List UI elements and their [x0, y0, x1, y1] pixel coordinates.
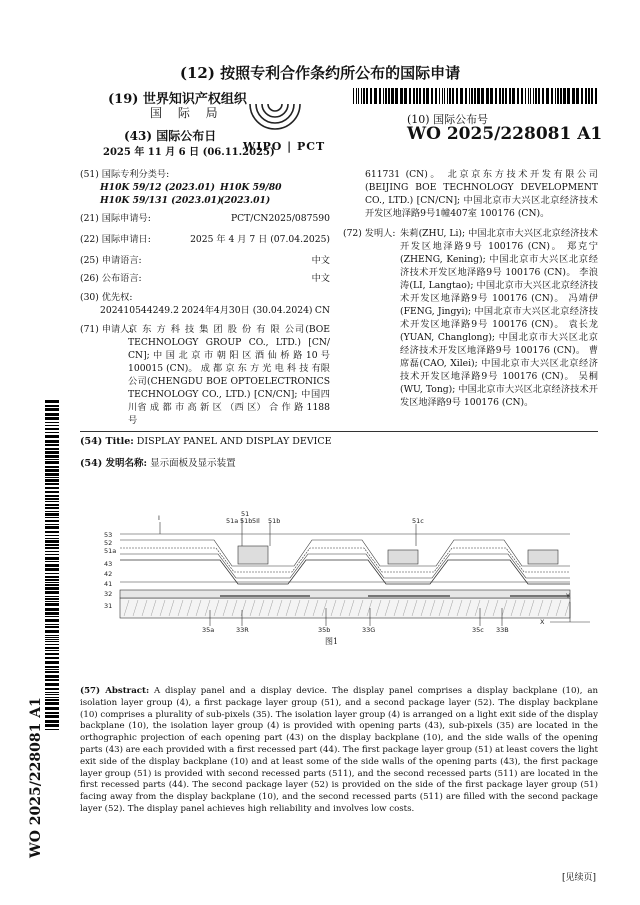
filing-language: 中文 — [311, 255, 330, 266]
figure-label: 42 — [104, 570, 113, 578]
figure-label: 51a — [226, 517, 239, 525]
figure-label: 51 — [241, 510, 250, 518]
title-en-label: (54) Title: — [80, 436, 134, 447]
wipo-logo-icon — [240, 100, 310, 140]
priority-number: 202410544249.2 — [100, 305, 179, 316]
filing-language-label: (25) 申请语言: — [80, 255, 142, 266]
title-cn-row — [80, 455, 236, 469]
layer-32 — [120, 590, 570, 598]
figure-label: 31 — [104, 602, 113, 610]
side-barcode-icon — [45, 400, 59, 730]
figure-label: Y — [566, 592, 570, 600]
wipo-pct-text: WIPO | PCT — [243, 140, 326, 153]
application-number-row — [80, 212, 330, 225]
figure-label: 33B — [496, 626, 509, 634]
publication-number-label: (10) 国际公布号 — [407, 113, 489, 126]
continued-note: [见续页] — [562, 873, 597, 883]
figure-label: X — [540, 618, 545, 626]
figure-label: 32 — [104, 590, 113, 598]
figure-label: 51c — [412, 517, 424, 525]
title-en-row — [80, 436, 332, 447]
priority-row — [100, 304, 330, 317]
priority-country: CN — [314, 305, 330, 316]
ipc-code-2: H10K 59/80 (2023.01) — [220, 182, 282, 206]
application-number-label: (21) 国际申请号: — [80, 213, 151, 224]
inventor-text: 朱莉(ZHU, Li); 中国北京市大兴区北京经济技术开发区地泽路9号 100176 (CN)。 郑克宁(ZHENG, Kening); 中国北京市大兴区北京经济技术开发区地泽路9号 100176 (CN)。 李浪涛(LI, Langtao); 中国北京市大兴区北京经济技术开发区地泽路9号 100176 (CN)。 冯靖伊(FENG, Jingyi); 中国北京市大兴区北京经济技术开发区地泽路9号 100176 (CN)。 袁长龙(YUAN, Changlong); 中国北京市大兴区北京经济技术开发区地泽路9号 100176 (CN)。 曹席磊(CAO, Xilei); 中国北京市大兴区北京经济技术开发区地泽路9号 100176 (CN)。 吴桐(WU, Tong); 中国北京市大兴区北京经济技术开发区地泽路9号 100176 (CN)。 — [400, 228, 598, 408]
publication-language-label: (26) 公布语言: — [80, 273, 142, 284]
organization-name: (19) 世界知识产权组织 — [108, 92, 247, 107]
title-cn-label: (54) 发明名称: — [80, 458, 148, 469]
priority-label: (30) 优先权: — [80, 292, 133, 303]
application-date-label: (22) 国际申请日: — [80, 234, 151, 245]
figure-label: 35a — [202, 626, 215, 634]
figure-label: 53 — [104, 531, 113, 539]
application-number: PCT/CN2025/087590 — [230, 213, 330, 224]
document-title: (12) 按照专利合作条约所公布的国际申请 — [179, 64, 461, 82]
divider — [80, 431, 598, 432]
ipc-label: (51) 国际专利分类号: — [80, 169, 170, 180]
figure-label: 51b — [268, 517, 281, 525]
figure-label: I — [158, 514, 160, 522]
figure-label: 41 — [104, 580, 113, 588]
publication-language: 中文 — [311, 273, 330, 284]
publication-number: WO 2025/228081 A1 — [407, 124, 603, 144]
figure-label: 5Il — [252, 517, 260, 525]
figure-label: 33R — [236, 626, 249, 634]
publication-language-row — [80, 272, 330, 285]
title-en: DISPLAY PANEL AND DISPLAY DEVICE — [136, 436, 332, 447]
ipc-code-1: H10K 59/12 (2023.01) — [100, 182, 216, 193]
filing-language-row — [80, 254, 330, 267]
figure-label: 51a — [104, 547, 117, 555]
figure-label: 35b — [318, 626, 331, 634]
bibliographic-left — [80, 168, 330, 426]
publication-date: 2025 年 11 月 6 日 (06.11.2025) — [103, 147, 275, 158]
title-cn: 显示面板及显示装置 — [150, 458, 236, 469]
barcode-icon — [353, 88, 598, 104]
inventor-label: (72) 发明人: — [343, 228, 396, 239]
figure-label: 33G — [362, 626, 376, 634]
applicant-label: (71) 申请人: — [80, 324, 133, 335]
figure-label: 43 — [104, 560, 113, 568]
applicant-text: 京 东 方 科 技 集 团 股 份 有 限 公司(BOE TECHNOLOGY GROUP CO., LTD.) [CN/ CN]; 中 国 北 京 市 朝 阳 区 酒 仙 桥 路 10 号 100015 (CN)。 成 都 京 东 方 光 电 科 技 有限公司(CHENGDU BOE OPTOELECTRONICS TECHNOLOGY CO., LTD.) [CN/CN]; 中国四川省 成 都 市 高 新 区 （西 区） 合 作 路 1188 号 — [128, 324, 330, 426]
cross-section-figure — [100, 510, 600, 655]
applicant-continued: 611731 (CN)。 北京京东方技术开发有限公司(BEIJING BOE TECHNOLOGY DEVELOPMENT CO., LTD.) [CN/CN]; 中国北京市大兴区北京经济技术开发区地泽路9号1幢407室 100176 (CN)。 — [365, 169, 598, 219]
priority-date: 2024年4月30日 (30.04.2024) — [181, 305, 313, 316]
abstract-text: A display panel and a display device. The display panel comprises a display backplane (10), an isolation layer group (4), a first package layer group (51), and a second package layer (52). The display backplane (10) comprises a plurality of sub-pixels (35). The isolation layer group (4) is arranged on a light exit side of the display backplane (10), the isolation layer group (4) is provided with opening parts (43), sub-pixels (35) are located in the orthographic projection of each opening part (43) on the display backplane (10), and the side walls of the opening parts (43) are each provided with a first recessed part (44). The first package layer group (51) at least covers the light exit side of the display backplane (10) and at least some of the side walls of the opening parts (43), the first package layer group (51) is provided with second recessed parts (511), and the second recessed parts (511) are located in the first recessed parts (44). The second package layer (52) is provided on the side of the first package layer group (51) facing away from the display backplane (10), and the second recessed parts (511) are filled with the second package layer (52). The display panel achieves high reliability and involves low costs. — [80, 686, 598, 814]
application-date: 2025 年 4 月 7 日 (07.04.2025) — [190, 234, 330, 245]
abstract-label: (57) Abstract: — [80, 686, 150, 696]
abstract — [80, 686, 598, 816]
figure-label: 51b — [240, 517, 253, 525]
side-publication-number: WO 2025/228081 A1 — [28, 697, 44, 858]
publication-date-label: (43) 国际公布日 — [124, 129, 217, 143]
ipc-code-3: H10K 59/131 (2023.01) — [100, 195, 222, 206]
bureau-name: 国 际 局 — [150, 106, 224, 120]
application-date-row — [80, 233, 330, 246]
bibliographic-right — [343, 168, 598, 428]
figure-label: 52 — [104, 539, 113, 547]
figure-caption: 图1 — [325, 637, 339, 646]
figure-label: 35c — [472, 626, 484, 634]
